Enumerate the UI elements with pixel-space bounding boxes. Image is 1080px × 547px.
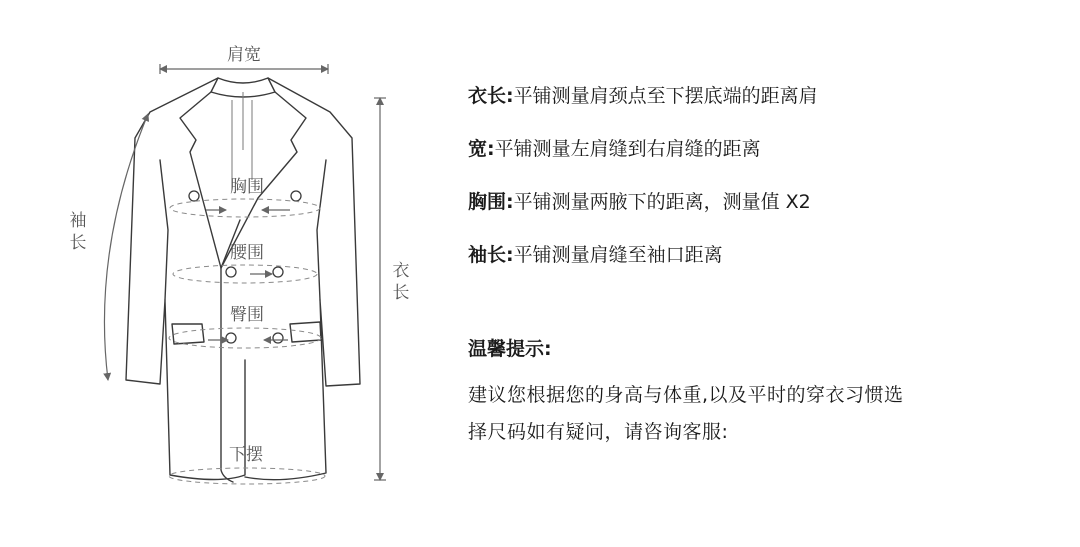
definition-term: 袖长: — [468, 244, 514, 266]
definition-desc: 平铺测量左肩缝到右肩缝的距离 — [494, 138, 761, 160]
hem-label: 下摆 — [229, 445, 263, 465]
shoulder-measure — [160, 64, 328, 74]
definition-desc: 平铺测量肩颈点至下摆底端的距离肩 — [513, 85, 818, 107]
tips-title: 温馨提示: — [468, 338, 552, 360]
hip-label: 臀围 — [230, 305, 264, 325]
button-icon — [273, 333, 283, 343]
length-measure — [374, 98, 386, 480]
tips-line: 择尺码如有疑问，请咨询客服: — [468, 421, 729, 443]
definition-chest — [468, 186, 1058, 218]
measurement-definitions — [468, 80, 1058, 292]
sleeve-measure — [104, 114, 148, 380]
length-label-char-2: 长 — [392, 283, 410, 303]
length-label — [393, 261, 410, 303]
tips-section — [468, 333, 1068, 451]
button-icon — [189, 191, 199, 201]
sleeve-label-char-1: 袖 — [69, 211, 87, 231]
sleeve-label-char-2: 长 — [69, 233, 87, 253]
definition-term: 胸围: — [468, 191, 514, 213]
sleeve-label — [70, 211, 87, 253]
button-icon — [226, 267, 236, 277]
button-icon — [273, 267, 283, 277]
chest-label: 胸围 — [230, 177, 264, 197]
definition-desc: 平铺测量肩缝至袖口距离 — [513, 244, 723, 266]
definition-length — [468, 80, 1058, 112]
definition-sleeve — [468, 239, 1058, 271]
tips-line: 建议您根据您的身高与体重,以及平时的穿衣习惯选 — [468, 384, 904, 406]
pocket-flaps — [172, 322, 321, 344]
definition-term: 衣长: — [468, 85, 514, 107]
shoulder-label: 肩宽 — [227, 45, 261, 65]
definition-shoulder — [468, 133, 1058, 165]
button-icon — [226, 333, 236, 343]
tips-body — [468, 377, 1068, 451]
coat-outline — [126, 78, 360, 482]
definition-desc: 平铺测量两腋下的距离，测量值 X2 — [513, 191, 811, 213]
definition-term: 宽: — [468, 138, 495, 160]
waist-label: 腰围 — [230, 243, 264, 263]
coat-size-diagram — [0, 0, 460, 547]
button-icon — [291, 191, 301, 201]
length-label-char-1: 衣 — [392, 261, 410, 281]
